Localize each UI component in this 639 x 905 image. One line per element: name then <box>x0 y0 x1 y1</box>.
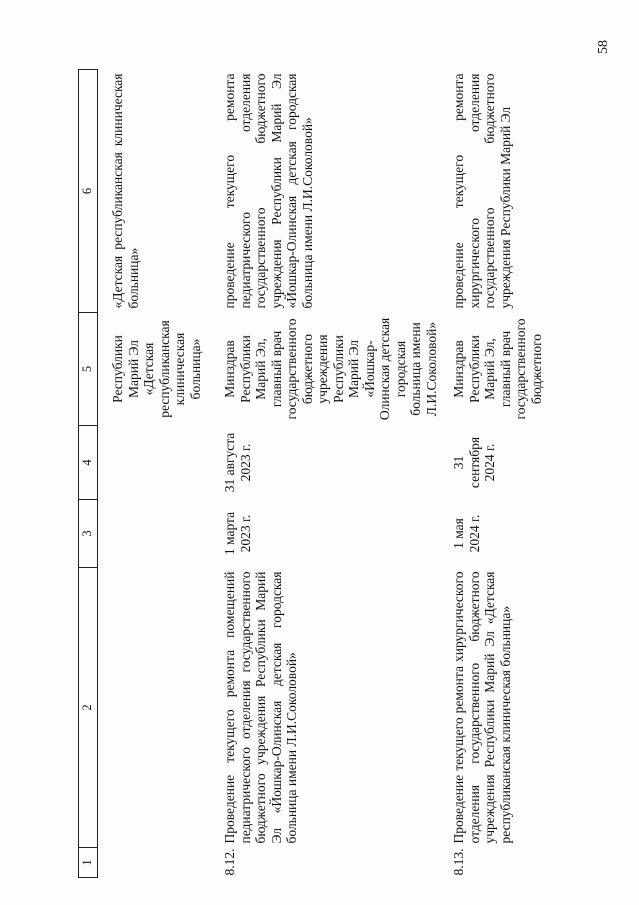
table-row <box>210 70 439 878</box>
item-number: 8.12. <box>222 848 237 876</box>
col-header: 5 <box>79 313 98 426</box>
rotated-page <box>78 70 588 878</box>
col-header: 2 <box>79 568 98 848</box>
item-number: 8.13. <box>451 848 466 876</box>
start-date: 1 мая 2024 г. <box>451 514 482 553</box>
col-header: 3 <box>79 500 98 568</box>
end-date: 31 августа 2023 г. <box>222 432 253 493</box>
item-number <box>98 848 211 878</box>
item-description: Проведение текущего ремонта помещений педиатрического отделения государственного бюджетного учреждения Республики Марий Эл «Йошкар-Олинская детская городская больница имени Л.И.Соколовой» <box>222 571 299 844</box>
expected-result: «Детская республиканская клиническая больница» <box>110 73 141 309</box>
end-date: 31 сентября 2024 г. <box>451 436 497 489</box>
start-date: 1 марта 2023 г. <box>222 511 253 556</box>
page-number: 58 <box>596 40 611 54</box>
plan-table <box>78 69 544 878</box>
col-header: 6 <box>79 70 98 313</box>
expected-result: проведение текущего ремонта педиатрического отделения государственного бюджетного учреждения Республики Марий Эл «Йошкар-Олинская детская городская больница имени Л.И.Соколовой» <box>222 73 315 309</box>
col-header: 4 <box>79 426 98 500</box>
item-description <box>98 568 211 848</box>
item-description: Проведение текущего ремонта хирургического отделения государственного бюджетного учреждения Республики Марий Эл «Детская республиканская клиническая больница» <box>451 571 513 844</box>
responsible: Минздрав Республики Марий Эл, главный врач государственного бюджетного <box>451 318 544 420</box>
expected-result: проведение текущего ремонта хирургического отделения государственного бюджетного учреждения Республики Марий Эл <box>451 73 513 309</box>
table-row <box>98 70 211 878</box>
header-row <box>79 70 98 878</box>
responsible: Республики Марий Эл «Детская республиканская клиническая больница» <box>110 320 203 418</box>
table-row <box>439 70 544 878</box>
col-header: 1 <box>79 848 98 878</box>
start-date <box>98 500 211 568</box>
responsible: Минздрав Республики Марий Эл, главный врач государственного бюджетного учреждения Республики Марий Эл «Йошкар-Олинская детская городская больница имени Л.И.Соколовой» <box>222 317 439 421</box>
end-date <box>98 426 211 500</box>
